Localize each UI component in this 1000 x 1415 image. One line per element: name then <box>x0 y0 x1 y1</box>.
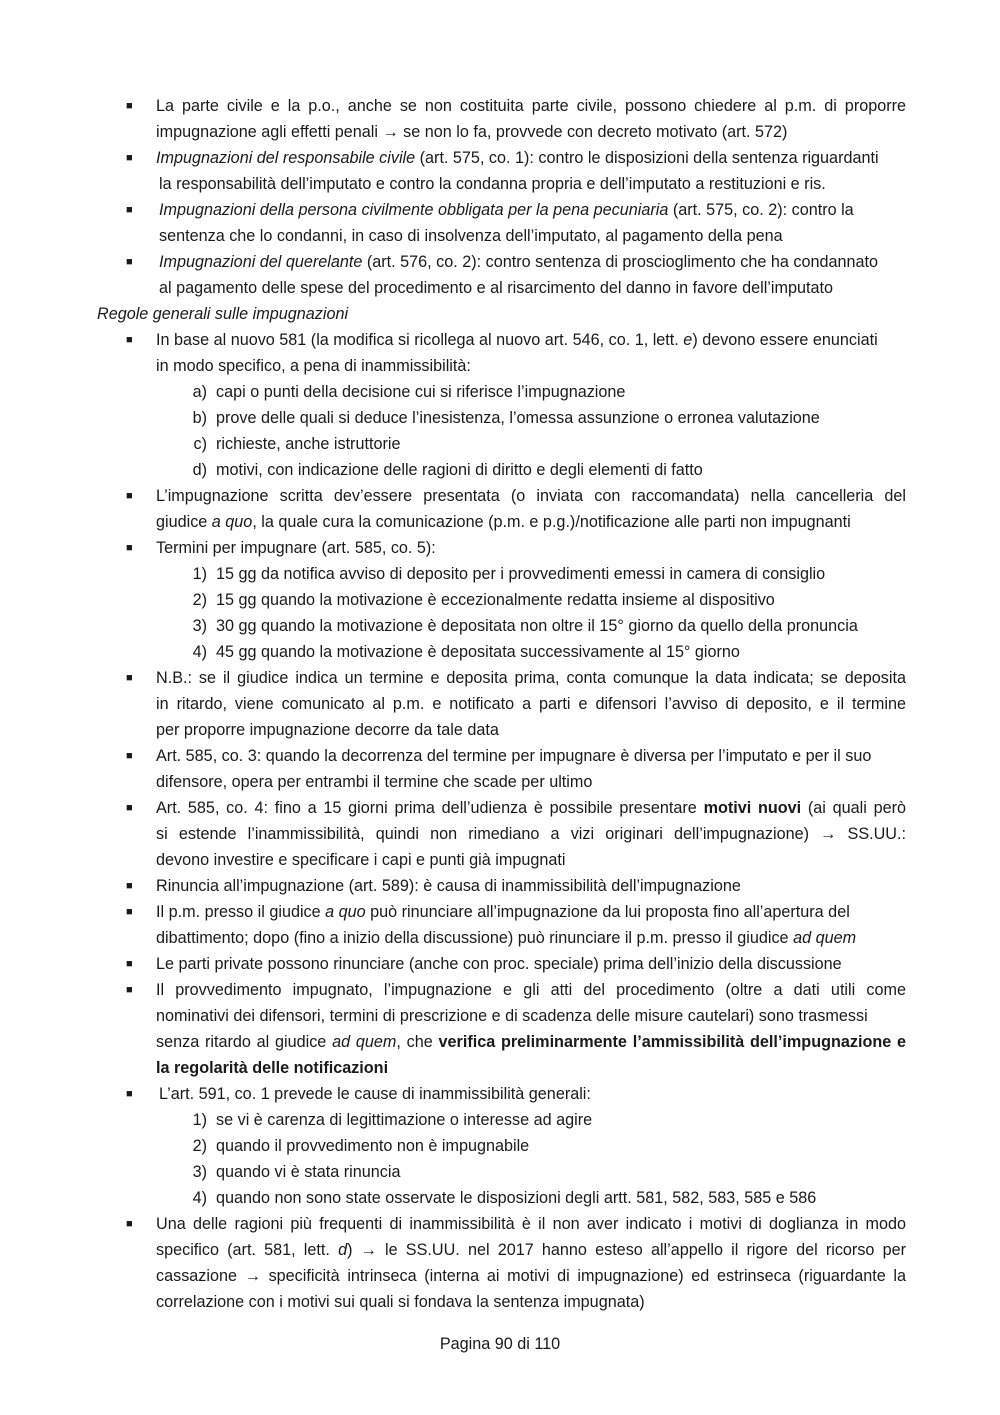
text-line <box>216 382 625 402</box>
text-run: a quo <box>325 903 366 921</box>
text-line <box>216 590 775 610</box>
bullet-icon: ■ <box>126 880 133 892</box>
text-line <box>156 330 878 350</box>
text-run: per proporre impugnazione decorre da tale data <box>156 721 499 739</box>
text-run: SS.UU.: <box>836 825 906 843</box>
text-line <box>156 746 871 766</box>
text-run: può rinunciare all’impugnazione da lui proposta fino all’apertura del <box>365 903 850 921</box>
text-line <box>216 408 820 428</box>
text-run: specifico (art. 581, lett. <box>156 1241 339 1259</box>
bullet-icon: ■ <box>126 750 133 762</box>
text-run: Impugnazioni della persona civilmente obbligata per la pena pecuniaria <box>159 201 669 219</box>
list-marker: 4) <box>192 643 207 661</box>
arrow-icon: → <box>244 1267 261 1285</box>
text-run: correlazione con i motivi sui quali si fondava la sentenza impugnata) <box>156 1293 645 1311</box>
list-marker: 3) <box>192 617 207 635</box>
text-line <box>156 1058 388 1078</box>
text-run: (art. 575, co. 1): contro le disposizioni della sentenza riguardanti <box>415 149 879 167</box>
bullet-icon: ■ <box>126 672 133 684</box>
text-run: quando il provvedimento non è impugnabile <box>216 1137 530 1155</box>
text-line <box>156 876 741 896</box>
text-line <box>156 668 906 688</box>
arrow-icon: → <box>360 1241 377 1259</box>
list-marker: d) <box>192 461 207 479</box>
section-heading <box>97 304 348 324</box>
text-line <box>156 980 906 1000</box>
text-run: Impugnazioni del responsabile civile <box>156 149 416 167</box>
text-run: al pagamento delle spese del procedimento e al risarcimento del danno in favore dell’imputato <box>159 279 833 297</box>
text-line <box>159 278 833 298</box>
text-run: Art. 585, co. 3: quando la decorrenza del termine per impugnare è diversa per l’imputato e per il suo <box>156 747 872 765</box>
text-line <box>216 1188 816 1208</box>
text-run: L’impugnazione scritta dev’essere presentata (o inviata con raccomandata) nella cancelleria del <box>156 487 906 505</box>
text-run: in modo specifico, a pena di inammissibilità: <box>156 357 471 375</box>
text-run: capi o punti della decisione cui si riferisce l’impugnazione <box>216 383 626 401</box>
text-line <box>159 174 826 194</box>
text-run: nominativi dei difensori, termini di prescrizione e di scadenza delle misure cautelari) sono trasmessi <box>156 1007 868 1025</box>
text-line <box>156 512 851 532</box>
text-line <box>156 122 787 142</box>
text-run: d <box>338 1241 348 1259</box>
bullet-icon: ■ <box>126 802 133 814</box>
text-run: quando non sono state osservate le disposizioni degli artt. 581, 582, 583, 585 e 586 <box>216 1189 817 1207</box>
text-run: Il p.m. presso il giudice <box>156 903 326 921</box>
text-line <box>156 1032 906 1052</box>
bullet-icon: ■ <box>126 958 133 970</box>
text-line <box>156 772 592 792</box>
text-run: senza ritardo al giudice <box>156 1033 333 1051</box>
text-line <box>156 538 436 558</box>
text-run: specificità intrinseca (interna ai motivi di impugnazione) ed estrinseca (riguardante la <box>260 1267 907 1285</box>
list-marker: c) <box>193 435 207 453</box>
text-run: Termini per impugnare (art. 585, co. 5): <box>156 539 436 557</box>
text-line <box>156 1006 868 1026</box>
list-marker: b) <box>192 409 207 427</box>
text-run: Le parti private possono rinunciare (anche con proc. speciale) prima dell’inizio della discussione <box>156 955 842 973</box>
text-run: , che <box>396 1033 439 1051</box>
text-line <box>216 460 703 480</box>
text-run: 45 gg quando la motivazione è depositata successivamente al 15° giorno <box>216 643 740 661</box>
text-line <box>159 226 783 246</box>
list-marker: 4) <box>192 1189 207 1207</box>
text-run: difensore, opera per entrambi il termine che scade per ultimo <box>156 773 593 791</box>
text-line <box>156 902 850 922</box>
text-run: Art. 585, co. 4: fino a 15 giorni prima dell’udienza è possibile presentare <box>156 799 704 817</box>
text-run: in ritardo, viene comunicato al p.m. e notificato a parti e difensori l’avviso di deposito, e il termine <box>156 695 906 713</box>
text-run: ad quem <box>793 929 857 947</box>
text-run: (ai quali però <box>801 799 906 817</box>
text-run: Regole generali sulle impugnazioni <box>97 305 349 323</box>
text-run: 15 gg quando la motivazione è eccezionalmente redatta insieme al dispositivo <box>216 591 775 609</box>
text-run: In base al nuovo 581 (la modifica si ricollega al nuovo art. 546, co. 1, lett. <box>156 331 684 349</box>
bullet-icon: ■ <box>126 1088 133 1100</box>
bullet-icon: ■ <box>126 490 133 502</box>
text-line <box>159 200 854 220</box>
text-run: motivi nuovi <box>703 799 802 817</box>
text-run: devono investire e specificare i capi e punti già impugnati <box>156 851 566 869</box>
list-marker: 1) <box>192 1111 207 1129</box>
bullet-icon: ■ <box>126 152 133 164</box>
bullet-icon: ■ <box>126 1218 133 1230</box>
text-run: ad quem <box>332 1033 397 1051</box>
text-line <box>156 1266 906 1286</box>
text-run: se vi è carenza di legittimazione o interesse ad agire <box>216 1111 593 1129</box>
text-run: a quo <box>211 513 253 531</box>
text-run: (art. 575, co. 2): contro la <box>668 201 854 219</box>
text-run: verifica preliminarmente l’ammissibilità dell’impugnazione e <box>438 1033 907 1051</box>
text-run: (art. 576, co. 2): contro sentenza di proscioglimento che ha condannato <box>362 253 879 271</box>
text-line <box>156 1240 906 1260</box>
text-line <box>216 616 858 636</box>
text-run: N.B.: se il giudice indica un termine e deposita prima, conta comunque la data indicata; se deposita <box>156 669 906 687</box>
text-run: quando vi è stata rinuncia <box>216 1163 401 1181</box>
text-run: la regolarità delle notificazioni <box>156 1059 389 1077</box>
text-line <box>216 434 400 454</box>
text-line <box>216 1162 400 1182</box>
bullet-icon: ■ <box>126 906 133 918</box>
text-run: prove delle quali si deduce l’inesistenza, l’omessa assunzione o erronea valutazione <box>216 409 820 427</box>
text-line <box>156 148 879 168</box>
list-marker: 1) <box>192 565 207 583</box>
text-run: Una delle ragioni più frequenti di inammissibilità è il non aver indicato i motivi di doglianza in modo <box>156 1215 906 1233</box>
text-run: richieste, anche istruttorie <box>216 435 401 453</box>
text-run: impugnazione agli effetti penali <box>156 123 383 141</box>
text-run: ) devono essere enunciati <box>692 331 878 349</box>
text-line <box>156 928 856 948</box>
text-line <box>159 252 878 272</box>
list-marker: 3) <box>192 1163 207 1181</box>
list-marker: a) <box>192 383 207 401</box>
text-run: motivi, con indicazione delle ragioni di diritto e degli elementi di fatto <box>216 461 703 479</box>
text-run: Il provvedimento impugnato, l’impugnazione e gli atti del procedimento (oltre a dati utili come <box>156 981 906 999</box>
bullet-icon: ■ <box>126 334 133 346</box>
bullet-icon: ■ <box>126 256 133 268</box>
text-line <box>156 694 906 714</box>
arrow-icon: → <box>820 825 837 843</box>
text-run: La parte civile e la p.o., anche se non costituita parte civile, possono chiedere al p.m. di proporre <box>156 97 906 115</box>
list-marker: 2) <box>192 1137 207 1155</box>
text-run: , la quale cura la comunicazione (p.m. e p.g.)/notificazione alle parti non impugnanti <box>252 513 851 531</box>
text-line <box>156 720 499 740</box>
text-line <box>156 1292 645 1312</box>
text-run: e <box>683 331 693 349</box>
bullet-icon: ■ <box>126 100 133 112</box>
text-run: L’art. 591, co. 1 prevede le cause di inammissibilità generali: <box>159 1085 591 1103</box>
text-line <box>156 824 906 844</box>
text-run: Rinuncia all’impugnazione (art. 589): è causa di inammissibilità dell’impugnazione <box>156 877 741 895</box>
arrow-icon: → <box>382 123 399 141</box>
text-run: la responsabilità dell’imputato e contro la condanna propria e dell’imputato a restituzioni e ris. <box>159 175 826 193</box>
text-run: dibattimento; dopo (fino a inizio della discussione) può rinunciare il p.m. presso il giudice <box>156 929 794 947</box>
text-line <box>159 1084 591 1104</box>
text-run: Impugnazioni del querelante <box>159 253 363 271</box>
text-line <box>216 642 740 662</box>
page-number-footer: Pagina 90 di 110 <box>439 1335 561 1353</box>
bullet-icon: ■ <box>126 204 133 216</box>
text-line <box>156 1214 906 1234</box>
text-run: 15 gg da notifica avviso di deposito per i provvedimenti emessi in camera di consiglio <box>216 565 826 583</box>
text-line <box>156 798 906 818</box>
text-line <box>156 486 906 506</box>
bullet-icon: ■ <box>126 984 133 996</box>
text-run: cassazione <box>156 1267 245 1285</box>
text-run: se non lo fa, provvede con decreto motivato (art. 572) <box>398 123 788 141</box>
text-line <box>156 356 471 376</box>
text-run: sentenza che lo condanni, in caso di insolvenza dell’imputato, al pagamento della pena <box>159 227 783 245</box>
text-run: le SS.UU. nel 2017 hanno esteso all’appello il rigore del ricorso per <box>376 1241 906 1259</box>
text-line <box>216 564 825 584</box>
text-line <box>156 96 906 116</box>
bullet-icon: ■ <box>126 542 133 554</box>
text-line <box>216 1136 529 1156</box>
text-run: 30 gg quando la motivazione è depositata non oltre il 15° giorno da quello della pronuncia <box>216 617 858 635</box>
text-line <box>216 1110 592 1130</box>
text-run: giudice <box>156 513 212 531</box>
text-run: ) <box>347 1241 361 1259</box>
text-line <box>156 954 842 974</box>
text-run: si estende l’inammissibilità, quindi non rimediano a vizi originari dell’impugnazione) <box>156 825 821 843</box>
text-line <box>156 850 565 870</box>
list-marker: 2) <box>192 591 207 609</box>
